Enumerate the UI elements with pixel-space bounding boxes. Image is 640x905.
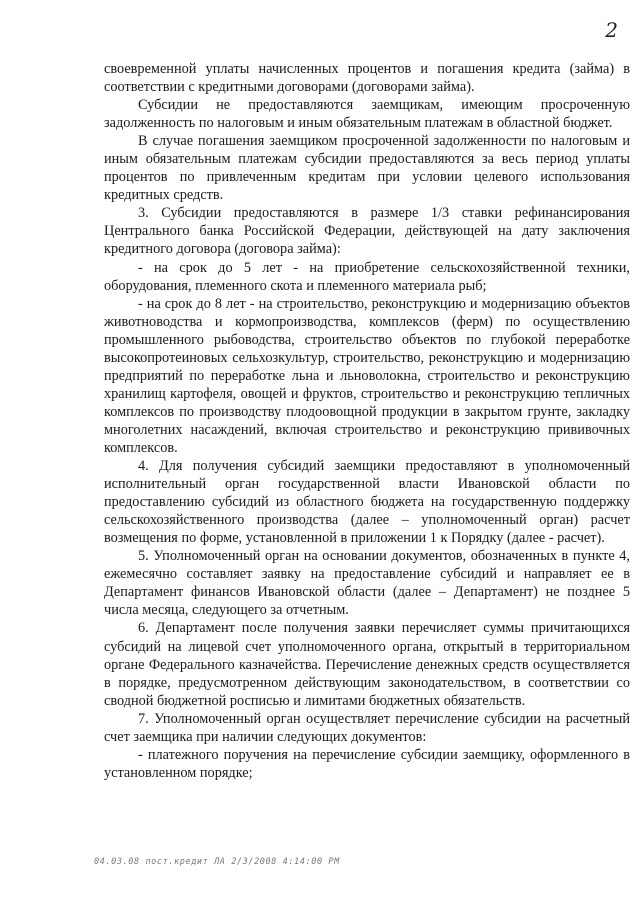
paragraph-item-7: 7. Уполномоченный орган осуществляет перечисление субсидии на расчетный счет заемщика при наличии следующих документов:: [104, 710, 630, 745]
paragraph-item-4: 4. Для получения субсидий заемщики предоставляют в уполномоченный исполнительный орган государственной власти Ивановской области по предоставлению субсидий из областного бюджета на государственную поддержку сельскохозяйственного производства (далее – уполномоченный орган) расчет возмещения по форме, установленной в приложении 1 к Порядку (далее - расчет).: [104, 458, 630, 547]
footer-file-stamp: 04.03.08 пост.кредит ЛА 2/3/2008 4:14:00 PM: [94, 857, 340, 867]
paragraph-item-3: 3. Субсидии предоставляются в размере 1/3 ставки рефинансирования Центрального банка Российской Федерации, действующей на дату заключения кредитного договора (договора займа):: [104, 205, 630, 258]
paragraph-continuation: своевременной уплаты начисленных процентов и погашения кредита (займа) в соответствии с кредитными договорами (договорами займа).: [104, 61, 630, 96]
document-body: [104, 60, 630, 782]
paragraph-payment-order: - платежного поручения на перечисление субсидии заемщику, оформленного в установленном порядке;: [104, 746, 630, 781]
paragraph-item-6: 6. Департамент после получения заявки перечисляет суммы причитающихся субсидий на лицевой счет уполномоченного органа, открытый в территориальном органе Федерального казначейства. Перечисление денежных средств осуществляется в порядке, предусмотренном действующим законодательством, в соответствии со сводной бюджетной росписью и лимитами бюджетных обязательств.: [104, 620, 630, 709]
paragraph-item-5: 5. Уполномоченный орган на основании документов, обозначенных в пункте 4, ежемесячно составляет заявку на предоставление субсидий и направляет ее в Департамент финансов Ивановской области (далее – Департамент) не позднее 5 числа месяца, следующего за отчетным.: [104, 548, 630, 619]
paragraph-term-5-years: - на срок до 5 лет - на приобретение сельскохозяйственной техники, оборудования, племенного скота и племенного материала рыб;: [104, 259, 630, 294]
paragraph-no-subsidy-debtors: Субсидии не предоставляются заемщикам, имеющим просроченную задолженность по налоговым и иным обязательным платежам в областной бюджет.: [104, 97, 630, 132]
page-number: 2: [605, 18, 618, 42]
paragraph-term-8-years: - на срок до 8 лет - на строительство, реконструкцию и модернизацию объектов животноводства и кормопроизводства, комплексов (ферм) по осуществлению промышленного рыбоводства, строительство объектов по глубокой переработке высокопротеиновых сельхозкультур, строительство, реконструкцию и модернизацию предприятий по переработке льна и льноволокна, строительство и реконструкцию хранилищ картофеля, овощей и фруктов, строительство и реконструкцию тепличных комплексов по производству плодоовощной продукции в закрытом грунте, закладку многолетних насаждений, включая строительство и реконструкцию прививочных комплексов.: [104, 295, 630, 456]
paragraph-debt-repayment: В случае погашения заемщиком просроченной задолженности по налоговым и иным обязательным платежам субсидии предоставляются за весь период уплаты процентов по привлеченным кредитам при условии целевого использования кредитных средств.: [104, 133, 630, 204]
